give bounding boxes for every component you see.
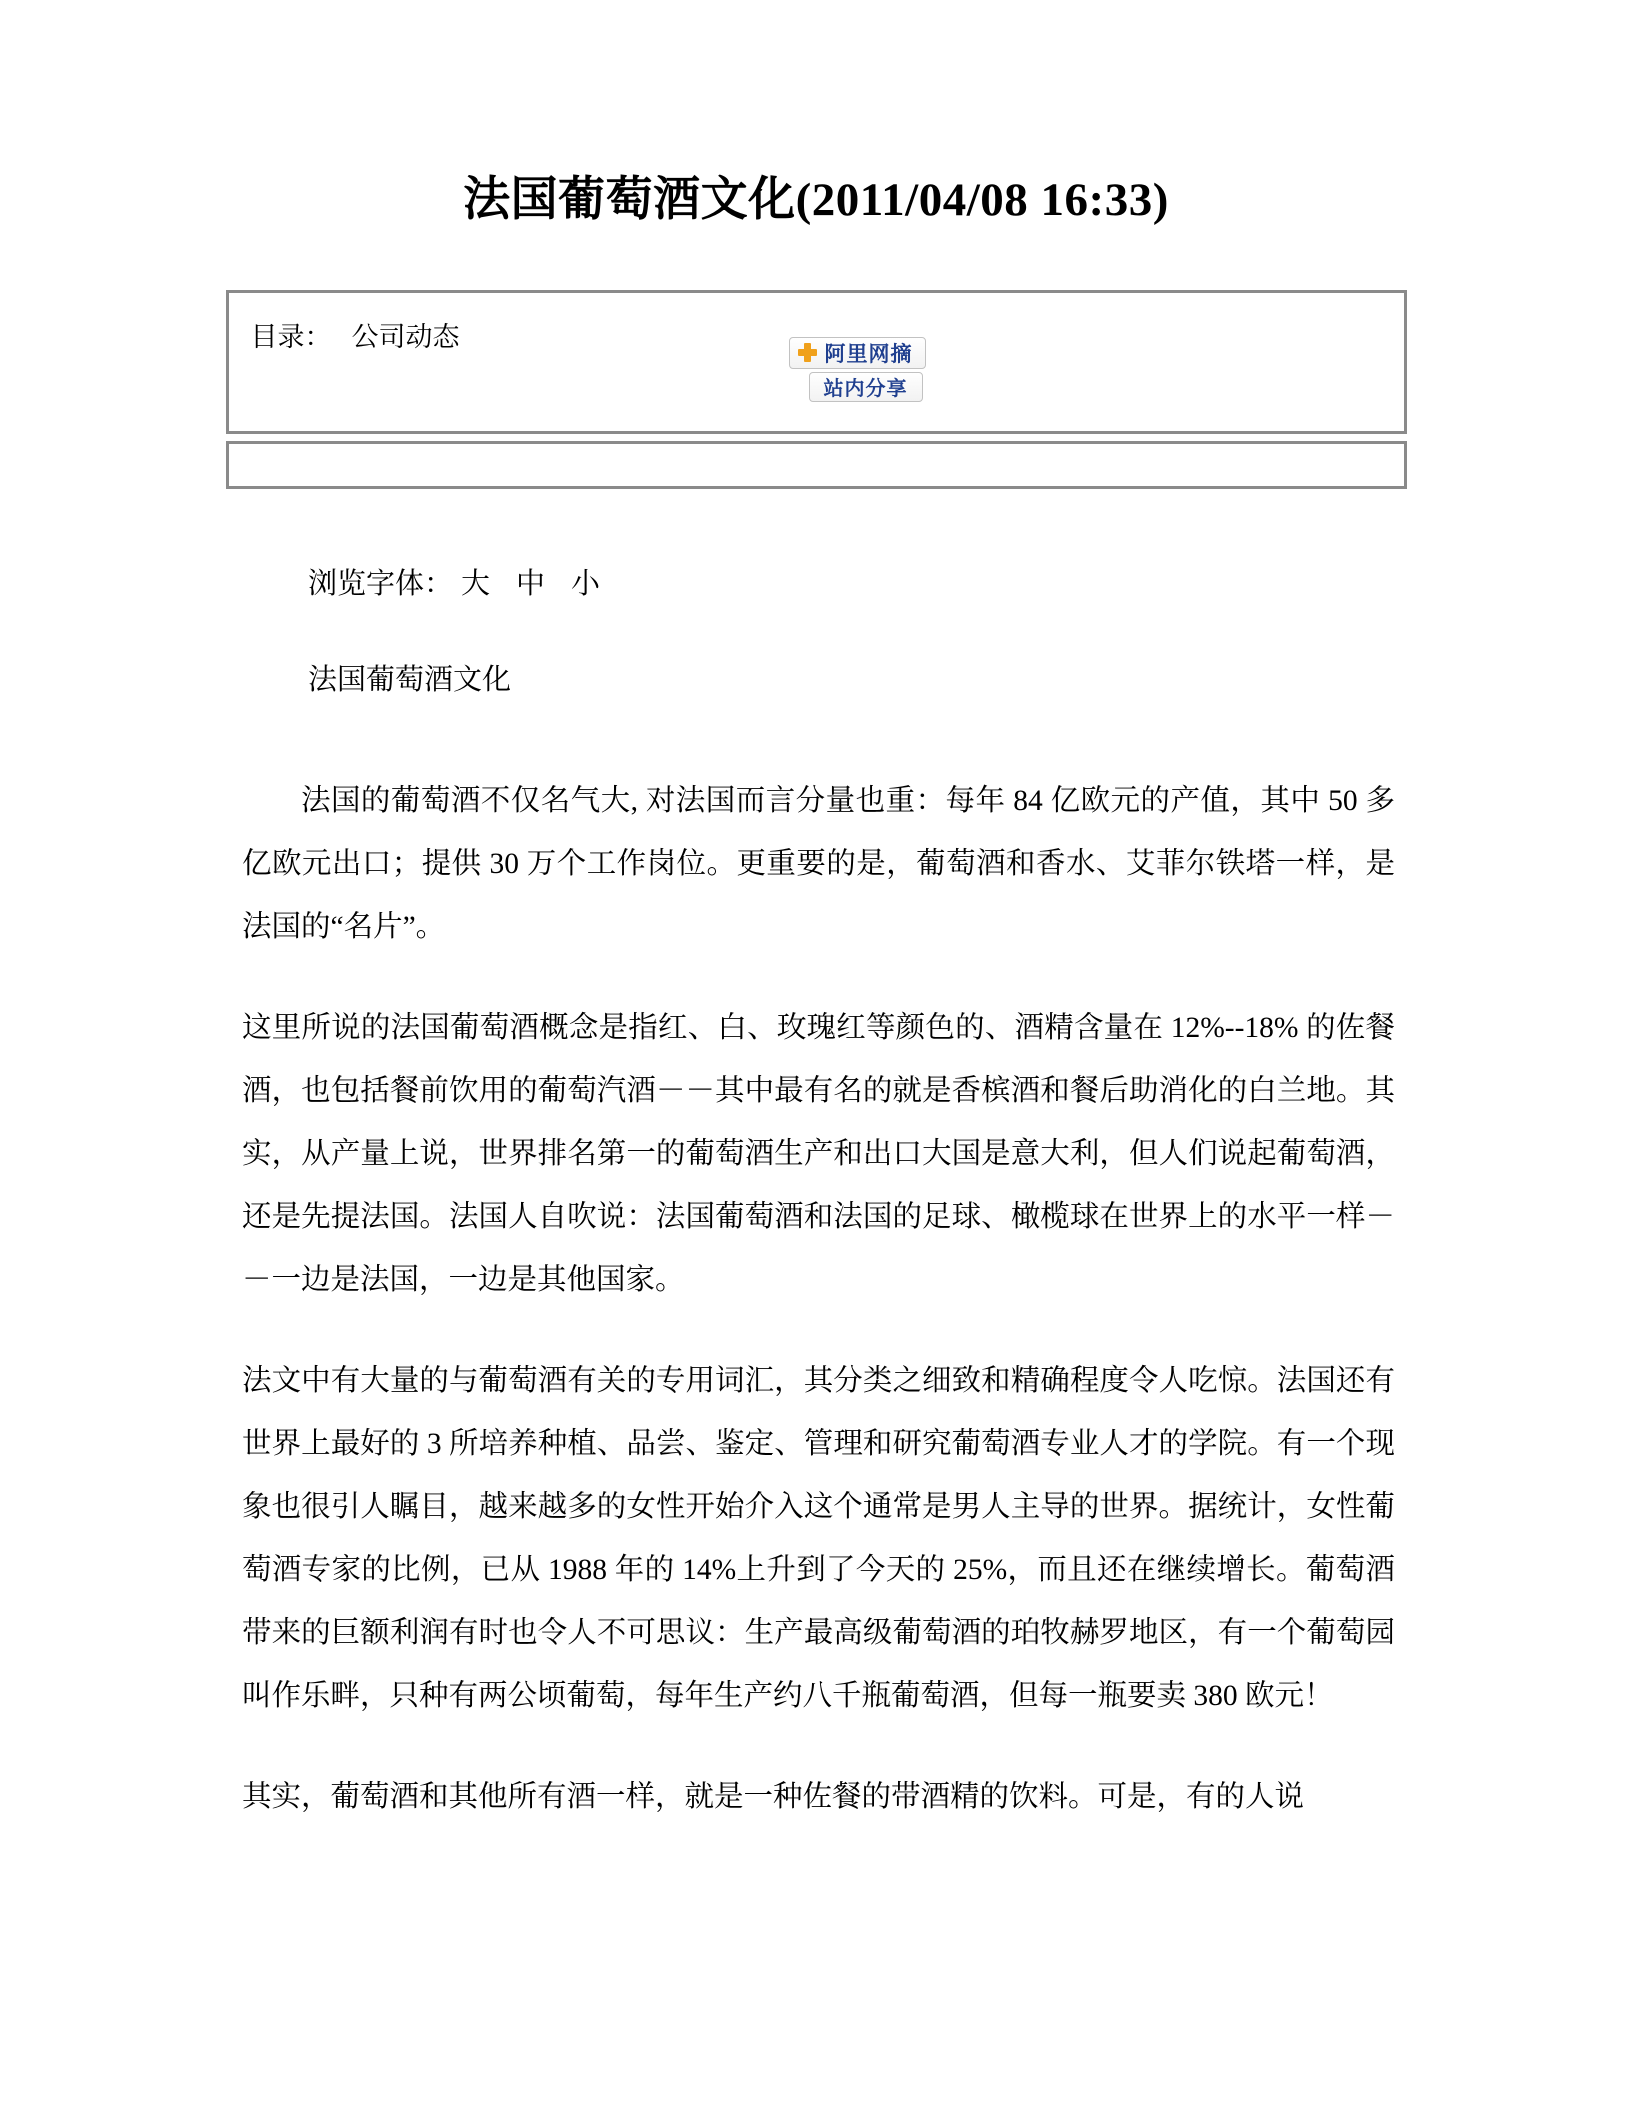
font-size-option-small[interactable]: 小: [571, 567, 601, 600]
plus-icon: [798, 343, 817, 362]
secondary-empty-bar: [226, 441, 1407, 489]
article-body: [226, 770, 1407, 1829]
info-box-inner: [229, 293, 1404, 431]
article-subtitle: 法国葡萄酒文化: [308, 664, 512, 697]
font-size-option-large[interactable]: 大: [461, 567, 491, 600]
font-size-label: 浏览字体：: [308, 567, 454, 600]
article-paragraph: 其实，葡萄酒和其他所有酒一样，就是一种佐餐的带酒精的饮料。可是，有的人说: [242, 1781, 1305, 1814]
catalog-label: 目录：: [250, 321, 332, 352]
catalog-value-link[interactable]: 公司动态: [351, 321, 460, 352]
share-widget: [789, 337, 969, 402]
font-size-option-medium[interactable]: 中: [516, 567, 546, 600]
article-paragraph: 这里所说的法国葡萄酒概念是指红、白、玫瑰红等颜色的、酒精含量在 12%--18% 的佐餐酒，也包括餐前饮用的葡萄汽酒－－其中最有名的就是香槟酒和餐后助消化的白兰地。其实，从产量上说，世界排名第一的葡萄酒生产和出口大国是意大利，但人们说起葡萄酒，还是先提法国。法国人自吹说：法国葡萄酒和法国的足球、橄榄球在世界上的水平一样－－一边是法国，一边是其他国家。: [242, 1012, 1395, 1297]
page-title: 法国葡萄酒文化(2011/04/08 16:33): [463, 174, 1169, 226]
article-info-box: [226, 290, 1407, 434]
alibaba-bookmark-label: 阿里网摘: [824, 342, 913, 366]
article-content: [225, 567, 1407, 1830]
article-paragraph: 法文中有大量的与葡萄酒有关的专用词汇，其分类之细致和精确程度令人吃惊。法国还有世界上最好的 3 所培养种植、品尝、鉴定、管理和研究葡萄酒专业人才的学院。有一个现象也很引人瞩目，越来越多的女性开始介入这个通常是男人主导的世界。据统计，女性葡萄酒专家的比例，已从 1988 年的 14%上升到了今天的 25%，而且还在继续增长。葡萄酒带来的巨额利润有时也令人不可思议：生产最高级葡萄酒的珀牧赫罗地区，有一个葡萄园叫作乐畔，只种有两公顷葡萄，每年生产约八千瓶葡萄酒，但每一瓶要卖 380 欧元！: [242, 1365, 1395, 1713]
site-share-button[interactable]: 站内分享: [809, 372, 923, 402]
font-size-selector: [226, 567, 1407, 602]
alibaba-bookmark-button[interactable]: [789, 337, 926, 369]
article-paragraph: 法国的葡萄酒不仅名气大, 对法国而言分量也重：每年 84 亿欧元的产值，其中 50 多亿欧元出口；提供 30 万个工作岗位。更重要的是，葡萄酒和香水、艾菲尔铁塔一样，是法国的“名片”。: [242, 785, 1395, 944]
